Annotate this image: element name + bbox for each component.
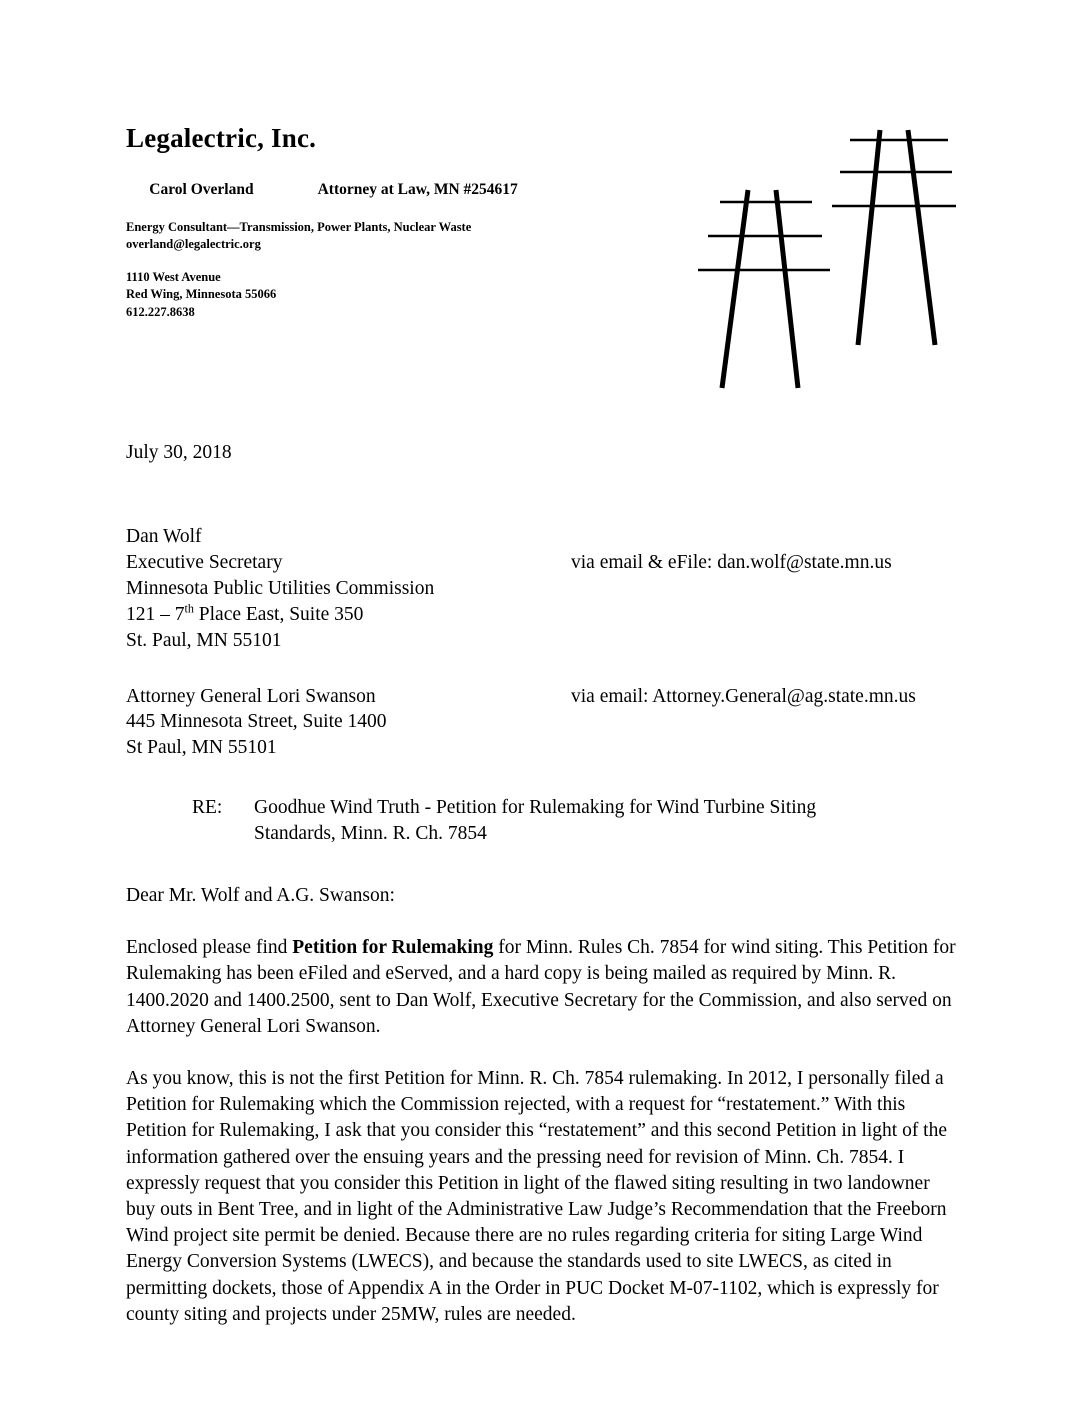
- recipient2-street: 445 Minnesota Street, Suite 1400: [126, 711, 387, 733]
- recipient1-street-post: Place East, Suite 350: [193, 603, 364, 625]
- practice-areas: Energy Consultant—Transmission, Power Plants, Nuclear Waste: [126, 220, 472, 235]
- attorney-line: [126, 160, 686, 219]
- recipient2-name: Attorney General Lori Swanson: [126, 685, 376, 707]
- paragraph-2: As you know, this is not the first Petition for Minn. R. Ch. 7854 rulemaking. In 2012, I personally filed a Petition for Rulemaking which the Commission rejected, with a request for “restatement.” With this Petition for Rulemaking, I ask that you consider this “restatement” and this second Petition in light of the information gathered over the ensuing years and the pressing need for revision of Minn. Ch. 7854. I expressly request that you consider this Petition in light of the flawed siting resulting in two landowner buy outs in Bent Tree, and in light of the Administrative Law Judge’s Recommendation that the Freeborn Wind project site permit be denied. Because there are no rules regarding criteria for siting Large Wind Energy Conversion Systems (LWECS), and because the standards used to site LWECS, as cited in permitting dockets, those of Appendix A in the Order in PUC Docket M-07-1102, which is expressly for county siting and projects under 25MW, rules are needed.: [126, 1067, 948, 1325]
- phone-number: 612.227.8638: [126, 305, 195, 320]
- letter-body: [126, 440, 962, 1328]
- recipient1-street: [126, 602, 962, 628]
- transmission-tower-logo: [690, 110, 980, 400]
- re-line-1: Goodhue Wind Truth - Petition for Rulemaking for Wind Turbine Siting: [254, 797, 817, 819]
- address-line-2: Red Wing, Minnesota 55066: [126, 287, 277, 302]
- recipient1-street-pre: 121 – 7: [126, 603, 185, 625]
- recipient1-title-row: [126, 550, 962, 576]
- paragraph-1-after: for Minn. Rules Ch. 7854 for wind siting. This Petition for Rulemaking has been eFiled and eServed, and a hard copy is being mailed as required by Minn. R. 1400.2020 and 1400.2500, sent to Dan Wolf, Executive Secretary for the Commission, and also served on Attorney General Lori Swanson.: [126, 937, 956, 1037]
- recipient-block-2: [126, 684, 962, 762]
- recipient1-title: Executive Secretary: [126, 551, 283, 573]
- letter-date: July 30, 2018: [126, 442, 232, 463]
- recipient1-street-ordinal: th: [184, 601, 194, 616]
- re-line-2: Standards, Minn. R. Ch. 7854: [254, 823, 487, 845]
- salutation: Dear Mr. Wolf and A.G. Swanson:: [126, 885, 395, 907]
- recipient-block-1: [126, 524, 962, 654]
- recipient1-name: Dan Wolf: [126, 525, 202, 547]
- recipient1-via-email: via email & eFile: dan.wolf@state.mn.us: [571, 551, 892, 573]
- attorney-name: Carol Overland: [149, 180, 254, 198]
- recipient1-org: Minnesota Public Utilities Commission: [126, 577, 435, 599]
- recipient2-city: St Paul, MN 55101: [126, 737, 277, 759]
- recipient1-city: St. Paul, MN 55101: [126, 629, 282, 651]
- email-address: overland@legalectric.org: [126, 236, 261, 251]
- recipient2-name-row: [126, 684, 962, 710]
- recipient2-via-email: via email: Attorney.General@ag.state.mn.us: [571, 685, 916, 707]
- paragraph-1-bold: Petition for Rulemaking: [292, 937, 494, 959]
- paragraph-1-before: Enclosed please find: [126, 937, 293, 959]
- paragraph-1: [126, 935, 962, 1040]
- address-line-1: 1110 West Avenue: [126, 269, 221, 284]
- letterhead: [126, 124, 686, 322]
- attorney-title: Attorney at Law, MN #254617: [317, 180, 518, 198]
- re-label: RE:: [192, 797, 223, 819]
- re-block: [192, 795, 962, 847]
- firm-name: Legalectric, Inc.: [126, 123, 317, 153]
